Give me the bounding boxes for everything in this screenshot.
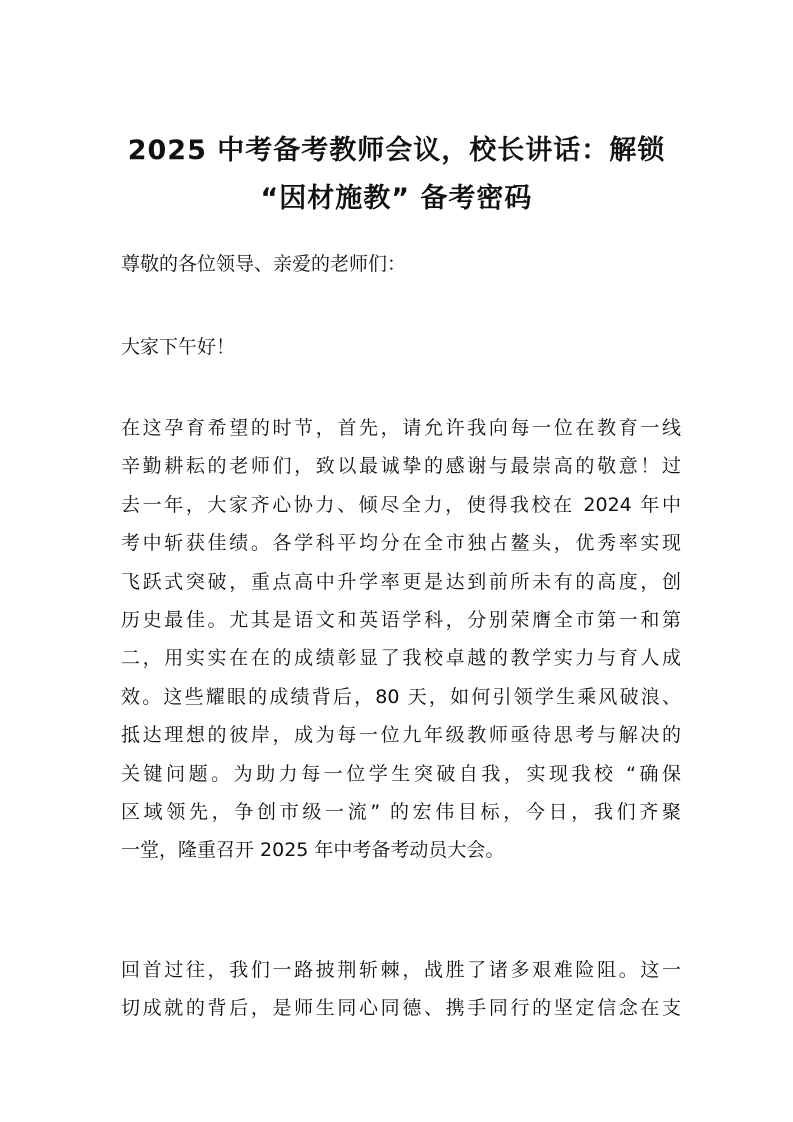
- paragraph-line: 飞跃式突破，重点高中升学率更是达到前所未有的高度，创: [121, 570, 681, 593]
- paragraph-1: [121, 409, 681, 870]
- paragraph-line: 去一年，大家齐心协力、倾尽全力，使得我校在 2024 年中: [121, 493, 681, 516]
- paragraph-line: 一堂，隆重召开 2025 年中考备考动员大会。: [121, 839, 505, 862]
- paragraph-line: 在这孕育希望的时节，首先，请允许我向每一位在教育一线: [121, 417, 681, 439]
- paragraph-line: 二，用实实在在的成绩彰显了我校卓越的教学实力与育人成: [121, 647, 681, 670]
- paragraph-line: 考中斩获佳绩。各学科平均分在全市独占鳌头，优秀率实现: [121, 532, 681, 555]
- paragraph-2: [121, 951, 681, 1028]
- document-title-line-1: 2025 中考备考教师会议，校长讲话：解锁: [127, 135, 666, 166]
- paragraph-line: 区域领先，争创市级一流” 的宏伟目标，今日，我们齐聚: [121, 800, 681, 823]
- paragraph-line: 回首过往，我们一路披荆斩棘，战胜了诸多艰难险阻。这一: [121, 959, 681, 981]
- greeting-text: 大家下午好！: [121, 336, 236, 358]
- paragraph-line: 抵达理想的彼岸，成为每一位九年级教师亟待思考与解决的: [121, 724, 681, 747]
- paragraph-line: 关键问题。为助力每一位学生突破自我，实现我校 “确保: [121, 762, 681, 785]
- salutation-text: 尊敬的各位领导、亲爱的老师们：: [121, 253, 407, 275]
- document-title-line-2: “因材施教” 备考密码: [260, 183, 533, 214]
- greeting: [121, 328, 681, 366]
- paragraph-line: 辛勤耕耘的老师们，致以最诚挚的感谢与最崇高的敬意！过: [121, 455, 681, 478]
- paragraph-line: 切成就的背后，是师生同心同德、携手同行的坚定信念在支: [121, 997, 681, 1020]
- paragraph-line: 效。这些耀眼的成绩背后，80 天，如何引领学生乘风破浪、: [121, 685, 681, 708]
- paragraph-line: 历史最佳。尤其是语文和英语学科，分别荣膺全市第一和第: [121, 608, 681, 631]
- salutation: [121, 245, 681, 283]
